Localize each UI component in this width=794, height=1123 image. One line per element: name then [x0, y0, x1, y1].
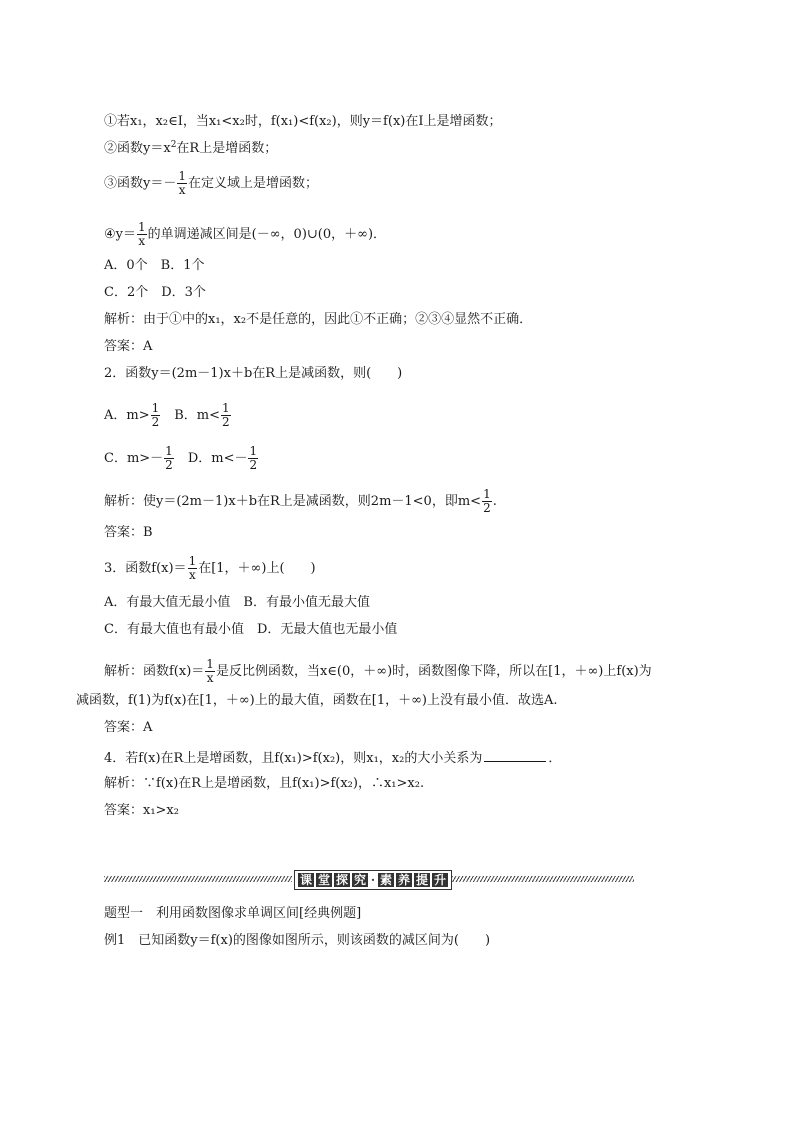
fraction-denominator: x	[188, 568, 196, 582]
analysis-3	[104, 658, 652, 685]
question-2-options-ab	[104, 402, 232, 429]
statement-3	[104, 170, 318, 197]
fraction-denominator: x	[138, 234, 146, 248]
section-banner	[104, 870, 634, 888]
question-4-end: ．	[548, 751, 562, 766]
fraction-denominator: x	[178, 183, 186, 197]
fraction	[188, 555, 198, 582]
question-4-text: 4．若f(x)在R上是增函数，且f(x₁)>f(x₂)，则x₁，x₂的大小关系为	[104, 751, 483, 766]
statement-3-end: 在定义域上是增函数；	[188, 176, 319, 191]
options-ab: A．0个 B．1个	[104, 258, 205, 273]
statement-4	[104, 221, 386, 248]
analysis-2-end: .	[492, 494, 497, 509]
answer-2: 答案：B	[104, 525, 153, 540]
statement-2-start: ②函数y＝x	[104, 141, 171, 156]
fraction	[248, 445, 258, 472]
question-4	[104, 749, 561, 767]
banner-label	[294, 870, 452, 890]
banner-char: 课	[299, 873, 312, 887]
question-3	[104, 555, 316, 582]
fraction-denominator: 2	[222, 415, 230, 429]
section-heading: 题型一 利用函数图像求单调区间[经典例题]	[104, 906, 362, 921]
fraction-denominator: 2	[151, 415, 160, 429]
fraction-numerator: 1	[222, 401, 230, 415]
analysis-4: 解析：∵f(x)在R上是增函数，且f(x₁)>f(x₂)，∴x₁>x₂.	[104, 776, 425, 791]
banner-char: 素	[379, 873, 392, 887]
fraction-numerator: 1	[138, 220, 146, 234]
problem-statement-1: ①若x₁，x₂∈I，当x₁<x₂时，f(x₁)<f(x₂)，则y＝f(x)在I上是增函数；	[104, 114, 502, 129]
fraction-denominator: x	[206, 671, 214, 685]
fraction	[205, 658, 215, 685]
analysis-3-start: 解析：函数f(x)＝	[104, 664, 205, 679]
exponent: 2	[170, 140, 177, 150]
statement-3-start: ③函数y＝－	[104, 176, 177, 191]
analysis-3-end: 是反比例函数，当x∈(0，＋∞)时，函数图像下降，所以在[1，＋∞)上f(x)为	[215, 664, 652, 679]
banner-char: 堂	[317, 873, 330, 887]
banner-char: 究	[353, 873, 366, 887]
option-b-label: B．m<	[161, 408, 221, 423]
banner-hatch-left	[104, 876, 292, 882]
question-3-end: 在[1，＋∞)上( )	[198, 561, 316, 576]
fraction-denominator: 2	[483, 501, 491, 515]
banner-char: 升	[433, 873, 446, 887]
fraction-denominator: 2	[165, 458, 173, 472]
option-a-label: A．m>	[104, 408, 150, 423]
statement-2-end: 在R上是增函数；	[176, 141, 278, 156]
banner-char: 养	[397, 873, 410, 887]
question-3-start: 3．函数f(x)＝	[104, 561, 187, 576]
answer-3: 答案：A	[104, 720, 153, 735]
analysis-2-text: 解析：使y＝(2m－1)x＋b在R上是减函数，则2m－1<0，即m<	[104, 494, 482, 509]
options-cd: C．2个 D．3个	[104, 285, 206, 300]
fraction	[482, 488, 492, 515]
banner-char: 探	[335, 873, 348, 887]
analysis-3-continued: 减函数，f(1)为f(x)在[1，＋∞)上的最大值，函数在[1，＋∞)上没有最小值．故选A.	[76, 693, 558, 708]
question-2: 2．函数y＝(2m－1)x＋b在R上是减函数，则( )	[104, 366, 403, 381]
question-3-options-cd: C．有最大值也有最小值 D．无最大值也无最小值	[104, 622, 398, 637]
fraction	[221, 402, 231, 429]
fraction-numerator: 1	[249, 444, 258, 458]
fraction-denominator: 2	[249, 458, 258, 472]
banner-char: 提	[415, 873, 428, 887]
option-c-label: C．m>－	[104, 451, 164, 466]
fraction-numerator: 1	[206, 657, 214, 671]
question-2-options-cd	[104, 445, 259, 472]
option-d-label: D．m<－	[174, 451, 248, 466]
answer-blank	[484, 749, 546, 762]
fraction-numerator: 1	[151, 401, 160, 415]
fraction	[137, 221, 147, 248]
example-1: 例1 已知函数y＝f(x)的图像如图所示，则该函数的减区间为( )	[104, 933, 491, 948]
analysis-2	[104, 488, 497, 515]
fraction	[164, 445, 174, 472]
statement-2	[104, 141, 277, 157]
fraction-numerator: 1	[188, 554, 197, 568]
question-3-options-ab: A．有最大值无最小值 B．有最小值无最大值	[104, 595, 370, 610]
fraction-numerator: 1	[165, 444, 173, 458]
fraction-numerator: 1	[178, 169, 186, 183]
banner-dot: ·	[370, 873, 376, 887]
answer-1: 答案：A	[104, 339, 153, 354]
answer-4: 答案：x₁>x₂	[104, 803, 179, 818]
fraction-numerator: 1	[483, 487, 491, 501]
analysis-1: 解析：由于①中的x₁，x₂不是任意的，因此①不正确；②③④显然不正确．	[104, 312, 533, 327]
banner-hatch-right	[452, 876, 634, 882]
statement-4-start: ④y＝	[104, 227, 136, 242]
statement-4-end: 的单调递减区间是(－∞，0)∪(0，＋∞)．	[147, 227, 387, 242]
fraction	[177, 170, 187, 197]
fraction	[151, 402, 161, 429]
